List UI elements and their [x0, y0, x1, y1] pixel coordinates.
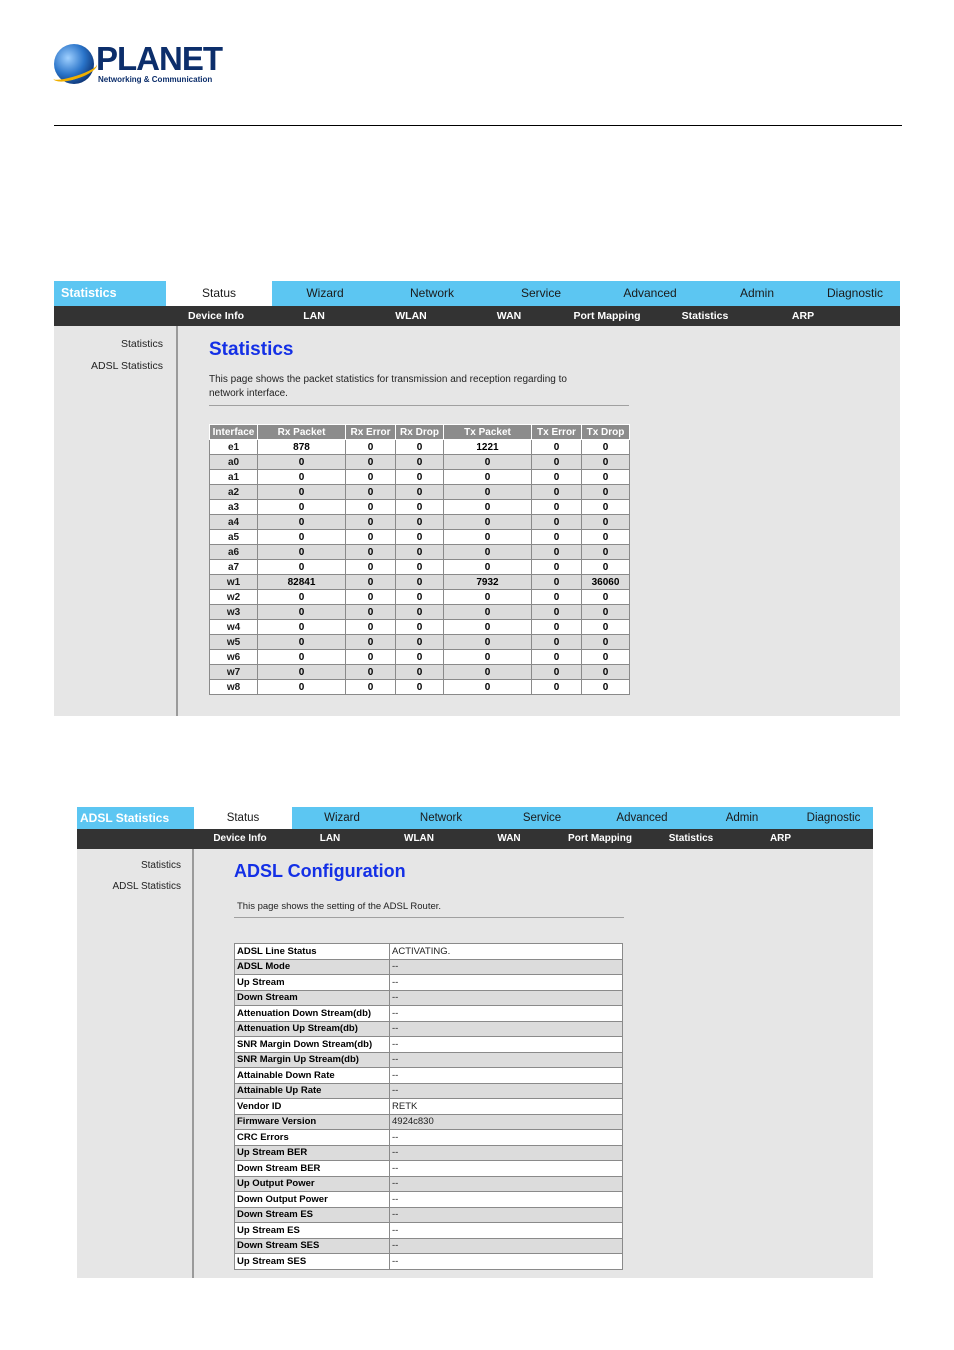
value-cell: 0: [582, 620, 630, 635]
field-value: --: [390, 1223, 623, 1239]
value-cell: 0: [532, 575, 582, 590]
subtab-arp[interactable]: ARP: [769, 833, 792, 844]
field-label: Up Stream: [235, 975, 390, 991]
content-area: [234, 861, 624, 1270]
subtab-device-info[interactable]: Device Info: [213, 833, 267, 844]
value-cell: 0: [258, 455, 346, 470]
subtab-statistics[interactable]: Statistics: [681, 310, 729, 322]
table-row: [235, 1037, 623, 1053]
page-label: Statistics: [61, 286, 117, 300]
interface-cell: w7: [210, 665, 258, 680]
table-row: [235, 1238, 623, 1254]
interface-cell: a3: [210, 500, 258, 515]
value-cell: 0: [444, 530, 532, 545]
column-header: Tx Drop: [582, 425, 630, 440]
table-row: [235, 1192, 623, 1208]
nav-tabs: [166, 281, 900, 306]
value-cell: 0: [396, 560, 444, 575]
field-label: SNR Margin Up Stream(db): [235, 1052, 390, 1068]
value-cell: 0: [258, 530, 346, 545]
table-header-row: [210, 425, 630, 440]
value-cell: 0: [396, 665, 444, 680]
page-description: [209, 373, 629, 401]
value-cell: 0: [396, 455, 444, 470]
statistics-screenshot: [54, 281, 900, 716]
interface-cell: a4: [210, 515, 258, 530]
value-cell: 0: [346, 665, 396, 680]
subtab-lan[interactable]: LAN: [303, 310, 325, 322]
value-cell: 0: [532, 680, 582, 695]
value-cell: 0: [396, 575, 444, 590]
table-row: [235, 1176, 623, 1192]
column-header: Rx Packet: [258, 425, 346, 440]
value-cell: 0: [582, 665, 630, 680]
field-value: --: [390, 1254, 623, 1270]
table-row: [235, 1052, 623, 1068]
value-cell: 0: [346, 545, 396, 560]
field-value: --: [390, 1176, 623, 1192]
interface-cell: w6: [210, 650, 258, 665]
value-cell: 0: [396, 635, 444, 650]
field-label: Down Stream ES: [235, 1207, 390, 1223]
field-label: Attainable Down Rate: [235, 1068, 390, 1084]
table-row: [210, 680, 630, 695]
value-cell: 0: [258, 485, 346, 500]
value-cell: 0: [258, 545, 346, 560]
content-area: [209, 339, 629, 695]
side-item-statistics[interactable]: Statistics: [120, 338, 163, 350]
sub-nav-bar: [54, 306, 900, 326]
interface-cell: a5: [210, 530, 258, 545]
field-value: --: [390, 1068, 623, 1084]
header-rule: [54, 125, 902, 126]
value-cell: 0: [258, 620, 346, 635]
field-label: CRC Errors: [235, 1130, 390, 1146]
field-label: Up Output Power: [235, 1176, 390, 1192]
field-label: Attainable Up Rate: [235, 1083, 390, 1099]
field-value: --: [390, 1006, 623, 1022]
interface-cell: e1: [210, 440, 258, 455]
page-description-line: This page shows the packet statistics for transmission and reception regarding to: [209, 374, 567, 385]
table-row: [235, 1130, 623, 1146]
value-cell: 0: [444, 500, 532, 515]
value-cell: 0: [444, 635, 532, 650]
field-value: --: [390, 1083, 623, 1099]
subtab-port-mapping[interactable]: Port Mapping: [573, 310, 641, 322]
value-cell: 0: [444, 470, 532, 485]
tab-advanced[interactable]: Advanced: [623, 286, 677, 300]
value-cell: 0: [346, 620, 396, 635]
table-row: [235, 959, 623, 975]
table-row: [235, 1006, 623, 1022]
table-row: [235, 1207, 623, 1223]
sub-tabs: [166, 306, 900, 326]
value-cell: 0: [582, 500, 630, 515]
value-cell: 0: [396, 440, 444, 455]
table-row: [210, 665, 630, 680]
value-cell: 0: [258, 470, 346, 485]
value-cell: 0: [396, 620, 444, 635]
value-cell: 0: [582, 560, 630, 575]
value-cell: 0: [258, 500, 346, 515]
field-value: --: [390, 1238, 623, 1254]
table-row: [235, 1223, 623, 1239]
value-cell: 0: [444, 545, 532, 560]
tab-diagnostic[interactable]: Diagnostic: [806, 812, 861, 824]
tab-admin[interactable]: Admin: [739, 286, 774, 300]
value-cell: 0: [396, 470, 444, 485]
column-header: Tx Packet: [444, 425, 532, 440]
subtab-device-info[interactable]: Device Info: [187, 310, 245, 322]
field-label: Attenuation Down Stream(db): [235, 1006, 390, 1022]
tab-network[interactable]: Network: [409, 286, 454, 300]
value-cell: 0: [532, 440, 582, 455]
table-row: [235, 990, 623, 1006]
tab-diagnostic[interactable]: Diagnostic: [826, 286, 884, 300]
value-cell: 0: [444, 680, 532, 695]
field-value: --: [390, 1145, 623, 1161]
table-row: [235, 1068, 623, 1084]
divider: [209, 405, 629, 406]
field-label: Down Output Power: [235, 1192, 390, 1208]
value-cell: 0: [444, 560, 532, 575]
value-cell: 0: [346, 605, 396, 620]
subtab-wlan[interactable]: WLAN: [404, 833, 434, 844]
value-cell: 0: [444, 650, 532, 665]
side-item-adsl-statistics[interactable]: ADSL Statistics: [91, 360, 163, 372]
interface-cell: w4: [210, 620, 258, 635]
value-cell: 878: [258, 440, 346, 455]
value-cell: 0: [532, 605, 582, 620]
nav-tabs: [194, 807, 873, 829]
value-cell: 0: [346, 650, 396, 665]
table-row: [210, 515, 630, 530]
table-row: [235, 1099, 623, 1115]
value-cell: 0: [582, 440, 630, 455]
tab-wizard[interactable]: Wizard: [306, 286, 344, 300]
value-cell: 0: [532, 515, 582, 530]
value-cell: 0: [258, 665, 346, 680]
field-value: --: [390, 1130, 623, 1146]
field-label: Attenuation Up Stream(db): [235, 1021, 390, 1037]
value-cell: 0: [444, 485, 532, 500]
table-row: [210, 470, 630, 485]
value-cell: 0: [532, 530, 582, 545]
adsl-statistics-screenshot: [77, 807, 873, 1278]
value-cell: 0: [582, 515, 630, 530]
interface-cell: a7: [210, 560, 258, 575]
field-value: --: [390, 1052, 623, 1068]
value-cell: 0: [532, 470, 582, 485]
table-row: [210, 635, 630, 650]
value-cell: 0: [346, 590, 396, 605]
interface-cell: w1: [210, 575, 258, 590]
column-header: Rx Error: [346, 425, 396, 440]
page-description-line: network interface.: [209, 388, 288, 399]
tab-network[interactable]: Network: [419, 812, 463, 824]
value-cell: 0: [346, 530, 396, 545]
value-cell: 0: [532, 635, 582, 650]
value-cell: 0: [346, 575, 396, 590]
top-nav-bar: [54, 281, 900, 306]
table-row: [210, 575, 630, 590]
value-cell: 0: [396, 680, 444, 695]
value-cell: 0: [258, 635, 346, 650]
field-label: Down Stream SES: [235, 1238, 390, 1254]
tab-status[interactable]: Status: [166, 281, 272, 306]
side-menu: [77, 849, 194, 1278]
table-row: [210, 530, 630, 545]
value-cell: 0: [396, 545, 444, 560]
value-cell: 0: [396, 590, 444, 605]
value-cell: 0: [532, 500, 582, 515]
value-cell: 0: [582, 530, 630, 545]
field-value: --: [390, 1021, 623, 1037]
value-cell: 0: [582, 545, 630, 560]
field-value: --: [390, 975, 623, 991]
value-cell: 36060: [582, 575, 630, 590]
table-row: [210, 485, 630, 500]
side-item-statistics[interactable]: Statistics: [140, 860, 181, 871]
page-title: ADSL Configuration: [234, 861, 406, 881]
table-row: [210, 440, 630, 455]
field-label: Vendor ID: [235, 1099, 390, 1115]
table-row: [235, 1145, 623, 1161]
value-cell: 0: [346, 560, 396, 575]
value-cell: 0: [396, 515, 444, 530]
value-cell: 0: [396, 485, 444, 500]
field-value: --: [390, 1037, 623, 1053]
table-row: [210, 500, 630, 515]
value-cell: 0: [346, 470, 396, 485]
interface-cell: a6: [210, 545, 258, 560]
table-row: [210, 545, 630, 560]
tab-service[interactable]: Service: [520, 286, 561, 300]
value-cell: 0: [532, 485, 582, 500]
table-row: [210, 590, 630, 605]
value-cell: 0: [582, 455, 630, 470]
page-label: ADSL Statistics: [80, 811, 170, 825]
field-value: --: [390, 1161, 623, 1177]
table-row: [235, 1161, 623, 1177]
subtab-arp[interactable]: ARP: [791, 310, 815, 322]
field-value: --: [390, 1207, 623, 1223]
tab-admin[interactable]: Admin: [725, 812, 759, 824]
value-cell: 0: [582, 650, 630, 665]
field-label: Down Stream: [235, 990, 390, 1006]
statistics-table: [209, 424, 630, 695]
value-cell: 0: [532, 455, 582, 470]
table-row: [235, 1021, 623, 1037]
value-cell: 0: [532, 545, 582, 560]
value-cell: 0: [258, 560, 346, 575]
field-value: --: [390, 990, 623, 1006]
side-item-adsl-statistics[interactable]: ADSL Statistics: [112, 881, 181, 892]
value-cell: 0: [258, 605, 346, 620]
subtab-port-mapping[interactable]: Port Mapping: [568, 833, 632, 844]
value-cell: 82841: [258, 575, 346, 590]
value-cell: 0: [258, 650, 346, 665]
value-cell: 0: [258, 590, 346, 605]
interface-cell: a2: [210, 485, 258, 500]
table-row: [210, 560, 630, 575]
value-cell: 0: [346, 455, 396, 470]
field-value: RETK: [390, 1099, 623, 1115]
logo-brand: PLANET: [96, 40, 222, 77]
field-label: Up Stream ES: [235, 1223, 390, 1239]
value-cell: 0: [532, 620, 582, 635]
top-nav-bar: [77, 807, 873, 829]
field-label: SNR Margin Down Stream(db): [235, 1037, 390, 1053]
table-row: [235, 1083, 623, 1099]
value-cell: 0: [444, 455, 532, 470]
column-header: Interface: [210, 425, 258, 440]
interface-cell: w3: [210, 605, 258, 620]
value-cell: 0: [396, 500, 444, 515]
table-row: [235, 1254, 623, 1270]
value-cell: 0: [346, 485, 396, 500]
value-cell: 0: [444, 620, 532, 635]
side-menu: [54, 326, 178, 716]
planet-logo: [54, 40, 222, 88]
value-cell: 0: [396, 605, 444, 620]
value-cell: 1221: [444, 440, 532, 455]
field-label: Down Stream BER: [235, 1161, 390, 1177]
value-cell: 0: [444, 590, 532, 605]
table-row: [235, 975, 623, 991]
sub-tabs: [194, 829, 873, 849]
value-cell: 0: [444, 515, 532, 530]
interface-cell: a0: [210, 455, 258, 470]
value-cell: 0: [396, 530, 444, 545]
field-value: --: [390, 959, 623, 975]
field-label: Firmware Version: [235, 1114, 390, 1130]
value-cell: 0: [258, 680, 346, 695]
value-cell: 0: [532, 560, 582, 575]
value-cell: 0: [396, 650, 444, 665]
table-row: [235, 944, 623, 960]
table-row: [210, 455, 630, 470]
field-value: 4924c830: [390, 1114, 623, 1130]
subtab-wan[interactable]: WAN: [497, 833, 521, 844]
page-title: Statistics: [209, 339, 294, 360]
divider: [234, 917, 624, 918]
field-value: --: [390, 1192, 623, 1208]
value-cell: 0: [258, 515, 346, 530]
value-cell: 0: [582, 470, 630, 485]
field-label: ADSL Mode: [235, 959, 390, 975]
interface-cell: w8: [210, 680, 258, 695]
field-label: Up Stream BER: [235, 1145, 390, 1161]
field-label: Up Stream SES: [235, 1254, 390, 1270]
value-cell: 0: [346, 500, 396, 515]
value-cell: 7932: [444, 575, 532, 590]
value-cell: 0: [444, 605, 532, 620]
value-cell: 0: [346, 680, 396, 695]
value-cell: 0: [346, 515, 396, 530]
column-header: Rx Drop: [396, 425, 444, 440]
interface-cell: w2: [210, 590, 258, 605]
value-cell: 0: [582, 680, 630, 695]
subtab-lan[interactable]: LAN: [319, 833, 341, 844]
tab-wizard[interactable]: Wizard: [324, 812, 360, 824]
value-cell: 0: [346, 440, 396, 455]
tab-service[interactable]: Service: [522, 812, 562, 824]
field-label: ADSL Line Status: [235, 944, 390, 960]
page-description: This page shows the setting of the ADSL Router.: [237, 901, 442, 912]
value-cell: 0: [532, 665, 582, 680]
value-cell: 0: [444, 665, 532, 680]
adsl-configuration-table: [234, 943, 623, 1270]
table-row: [210, 620, 630, 635]
value-cell: 0: [346, 635, 396, 650]
value-cell: 0: [532, 590, 582, 605]
value-cell: 0: [582, 635, 630, 650]
sub-nav-bar: [77, 829, 873, 849]
tab-status[interactable]: Status: [194, 807, 292, 829]
field-value: ACTIVATING.: [390, 944, 623, 960]
value-cell: 0: [582, 605, 630, 620]
table-row: [210, 650, 630, 665]
logo-tagline: Networking & Communication: [98, 75, 213, 84]
value-cell: 0: [582, 590, 630, 605]
value-cell: 0: [582, 485, 630, 500]
interface-cell: a1: [210, 470, 258, 485]
column-header: Tx Error: [532, 425, 582, 440]
value-cell: 0: [532, 650, 582, 665]
subtab-wan[interactable]: WAN: [496, 310, 522, 322]
table-row: [235, 1114, 623, 1130]
subtab-statistics[interactable]: Statistics: [668, 833, 714, 844]
tab-advanced[interactable]: Advanced: [616, 812, 668, 824]
interface-cell: w5: [210, 635, 258, 650]
subtab-wlan[interactable]: WLAN: [395, 310, 427, 322]
table-row: [210, 605, 630, 620]
